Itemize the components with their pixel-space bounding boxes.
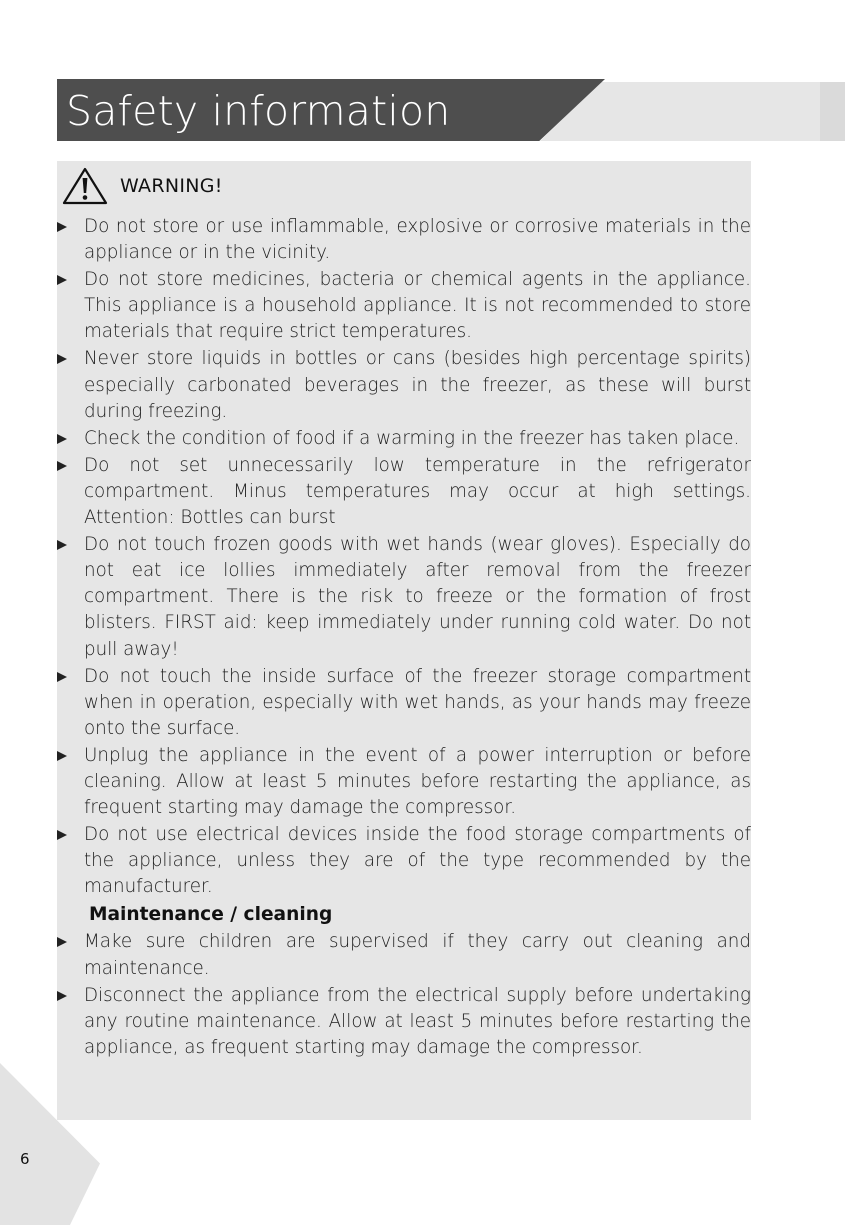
warning-heading: [60, 162, 223, 210]
list-item: Do not touch frozen goods with wet hands (wear gloves). Especially do not eat ice lollies immediately after removal from the freezer compartment. There is the risk to freeze or the formation of frost blisters. FIRST aid: keep immediately under running cold water. Do not pull away!: [55, 532, 751, 662]
bullet-arrow-icon: [57, 830, 67, 840]
list-item: Unplug the appliance in the event of a power interruption or before cleaning. Allow at least 5 minutes before restarting the appliance, as frequent starting may damage the compressor.: [55, 743, 751, 821]
bullet-arrow-icon: [57, 540, 67, 550]
bullet-arrow-icon: [57, 751, 67, 761]
bullet-arrow-icon: [57, 354, 67, 364]
page-number: 6: [20, 1150, 30, 1168]
warning-triangle-icon: [60, 166, 110, 206]
list-item: Make sure children are supervised if they carry out cleaning and maintenance.: [55, 929, 751, 981]
bullet-arrow-icon: [57, 434, 67, 444]
list-item: Never store liquids in bottles or cans (besides high percentage spirits) especially carbonated beverages in the freezer, as these will burst during freezing.: [55, 346, 751, 424]
list-item: Do not store or use inflammable, explosive or corrosive materials in the appliance or in the vicinity.: [55, 214, 751, 266]
safety-list: [55, 214, 751, 1062]
bullet-arrow-icon: [57, 461, 67, 471]
list-item: Check the condition of food if a warming in the freezer has taken place.: [55, 426, 751, 452]
list-item: Disconnect the appliance from the electrical supply before undertaking any routine maintenance. Allow at least 5 minutes before restarting the appliance, as frequent starting may damage the compressor.: [55, 983, 751, 1061]
list-item: Do not touch the inside surface of the freezer storage compartment when in operation, especially with wet hands, as your hands may freeze onto the surface.: [55, 664, 751, 742]
header-light-strip: [820, 82, 845, 141]
page-title: Safety information: [66, 87, 451, 135]
warning-label: WARNING!: [120, 175, 223, 197]
list-item: Do not store medicines, bacteria or chemical agents in the appliance. This appliance is a household appliance. It is not recommended to store materials that require strict temperatures.: [55, 267, 751, 345]
maintenance-heading: Maintenance / cleaning: [89, 904, 333, 926]
list-item: Do not set unnecessarily low temperature in the refrigerator compartment. Minus temperatures may occur at high settings. Attention: Bottles can burst: [55, 453, 751, 531]
bullet-arrow-icon: [57, 672, 67, 682]
bullet-arrow-icon: [57, 937, 67, 947]
list-item: Do not use electrical devices inside the food storage compartments of the appliance, unless they are of the type recommended by the manufacturer.: [55, 822, 751, 900]
bullet-arrow-icon: [57, 275, 67, 285]
bullet-arrow-icon: [57, 991, 67, 1001]
bullet-arrow-icon: [57, 222, 67, 232]
